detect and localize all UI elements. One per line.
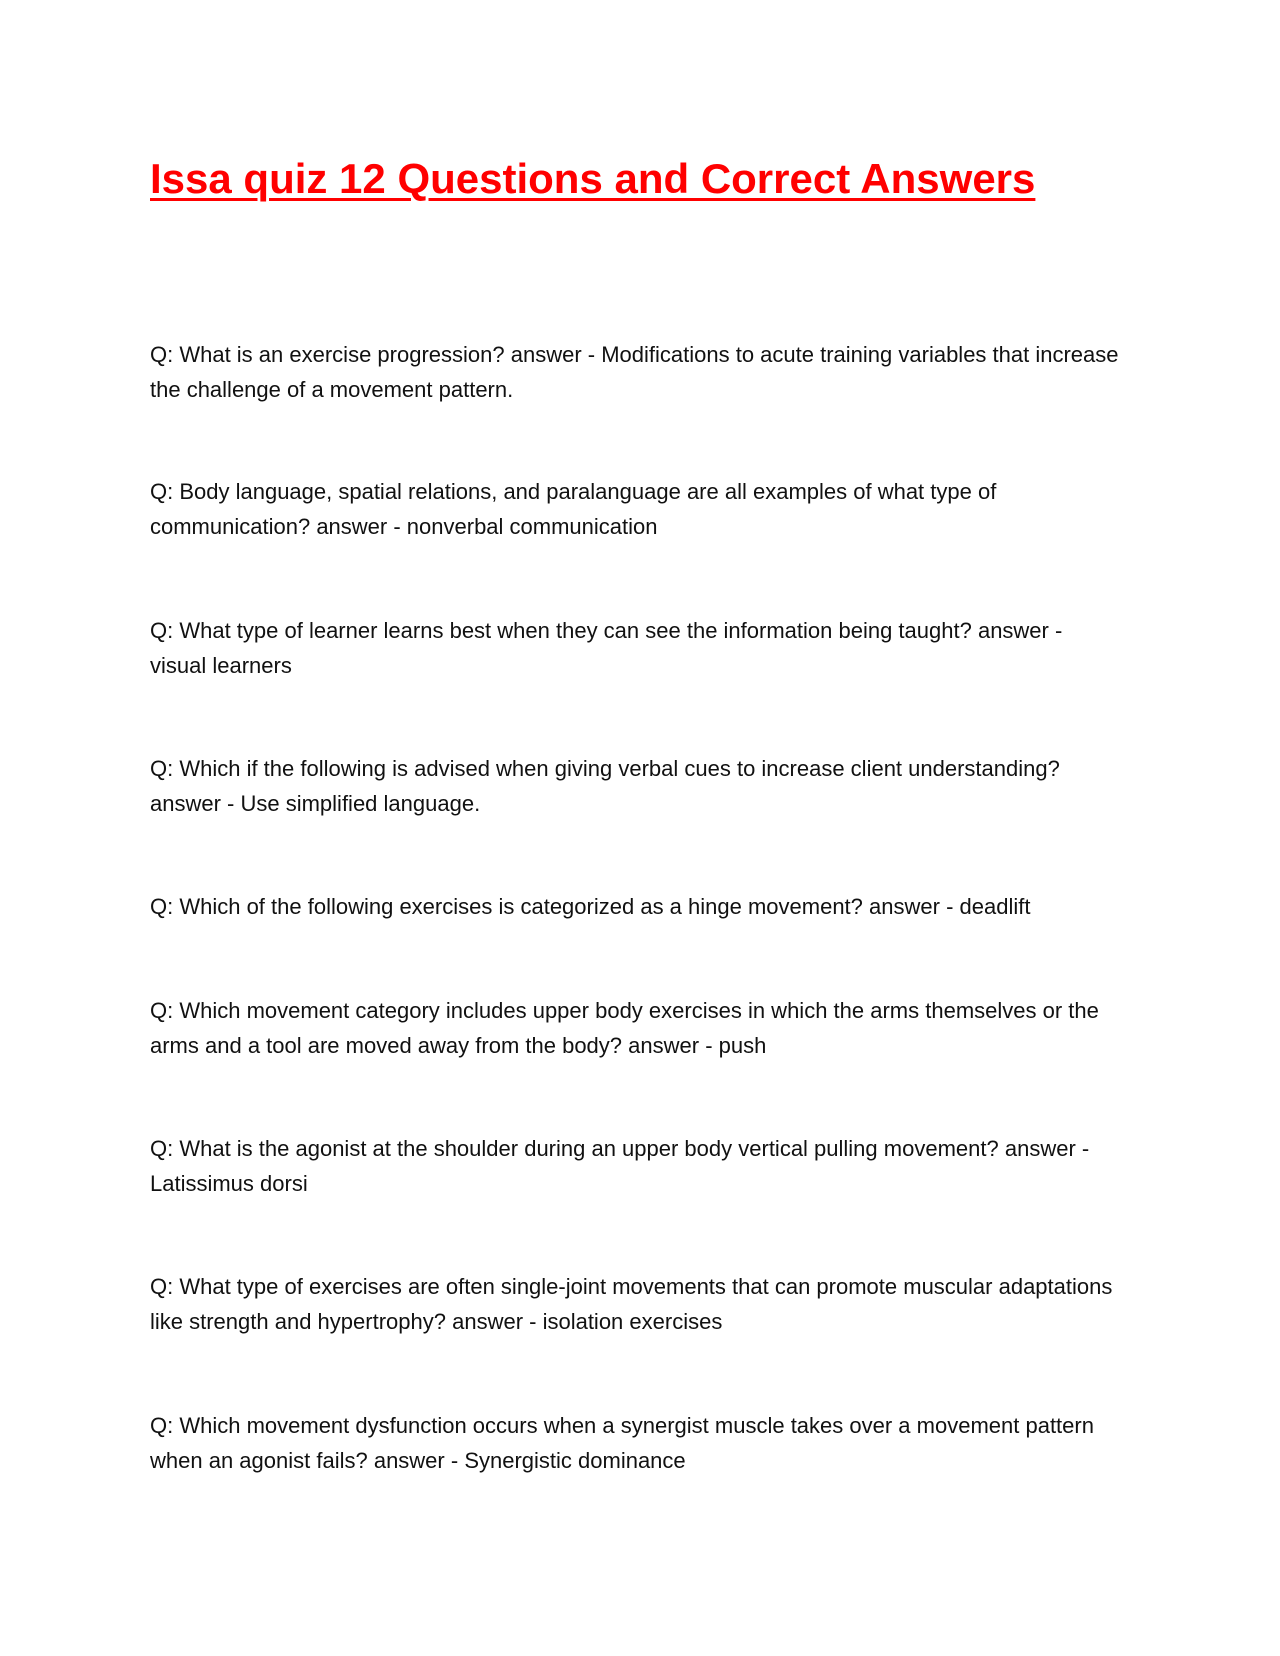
- answer-text: Synergistic dominance: [464, 1448, 686, 1473]
- answer-prefix: answer -: [869, 894, 954, 919]
- question-text: Q: Which movement category includes upper body exercises in which the arms themselves or the arms and a tool are moved away from the body?: [150, 998, 1099, 1058]
- qa-item: [150, 751, 1120, 821]
- question-text: Q: What is an exercise progression?: [150, 342, 505, 367]
- answer-text: push: [718, 1033, 767, 1058]
- qa-item: [150, 1131, 1120, 1201]
- question-text: Q: Which of the following exercises is categorized as a hinge movement?: [150, 894, 863, 919]
- question-text: Q: What type of learner learns best when they can see the information being taught?: [150, 618, 972, 643]
- qa-item: [150, 1408, 1120, 1478]
- answer-prefix: answer -: [628, 1033, 713, 1058]
- question-text: Q: What type of exercises are often single-joint movements that can promote muscular adaptations like strength and hypertrophy?: [150, 1274, 1113, 1334]
- qa-item: [150, 613, 1120, 683]
- question-text: Q: Which movement dysfunction occurs when a synergist muscle takes over a movement pattern when an agonist fails?: [150, 1413, 1094, 1473]
- answer-prefix: answer -: [373, 1448, 459, 1473]
- answer-prefix: answer -: [316, 514, 401, 539]
- question-text: Q: What is the agonist at the shoulder during an upper body vertical pulling movement?: [150, 1136, 999, 1161]
- answer-text: Latissimus dorsi: [150, 1171, 308, 1196]
- qa-item: [150, 1269, 1120, 1339]
- qa-item: [150, 474, 1120, 544]
- answer-prefix: answer -: [150, 791, 235, 816]
- qa-item: [150, 993, 1120, 1063]
- answer-prefix: answer -: [977, 618, 1063, 643]
- question-text: Q: Body language, spatial relations, and paralanguage are all examples of what type of communication?: [150, 479, 997, 539]
- answer-text: nonverbal communication: [406, 514, 658, 539]
- answer-prefix: answer -: [452, 1309, 537, 1334]
- answer-text: visual learners: [150, 653, 292, 678]
- qa-item: [150, 889, 1120, 924]
- page-title: Issa quiz 12 Questions and Correct Answers: [150, 155, 1036, 202]
- question-text: Q: Which if the following is advised when giving verbal cues to increase client understanding?: [150, 756, 1060, 781]
- answer-text: Modifications to acute training variables that increase the challenge of a movement pattern.: [150, 342, 1119, 402]
- answer-text: isolation exercises: [542, 1309, 723, 1334]
- answer-text: Use simplified language.: [240, 791, 481, 816]
- answer-prefix: answer -: [510, 342, 596, 367]
- answer-text: deadlift: [959, 894, 1031, 919]
- answer-prefix: answer -: [1004, 1136, 1090, 1161]
- qa-item: [150, 337, 1120, 407]
